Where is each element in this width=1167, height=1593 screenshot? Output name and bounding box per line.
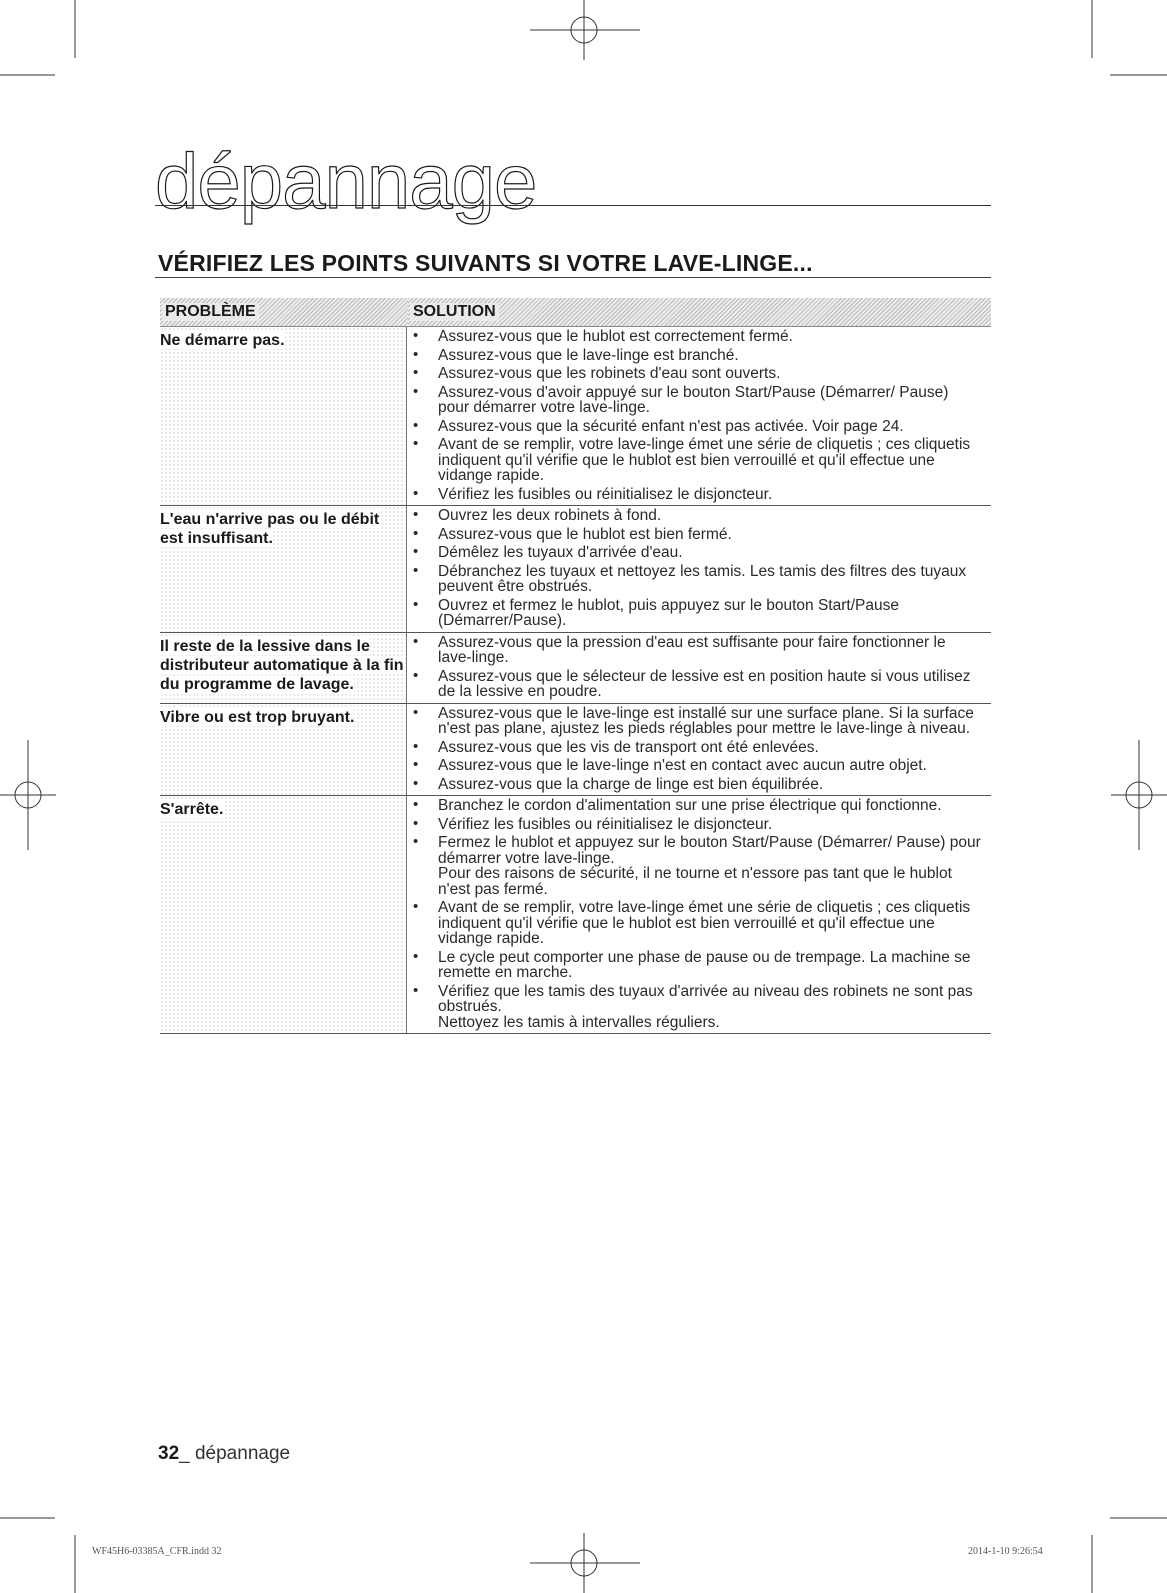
bullet-icon: • <box>413 561 419 579</box>
solution-text: Assurez-vous que le lave-linge est branché. <box>438 346 739 364</box>
solution-text: Ouvrez les deux robinets à fond. <box>438 507 662 524</box>
solution-list <box>413 798 981 1030</box>
solution-item <box>413 329 981 345</box>
solution-item <box>413 524 981 543</box>
bullet-icon: • <box>413 506 419 523</box>
page-footer-label: _ dépannage <box>179 1443 291 1464</box>
solution-text: Avant de se remplir, votre lave-linge émet une série de cliquetis ; ces cliquetis indiquent qu'il vérifie que le hublot est bien verrouillé et qu'il effectue une vidange rapide. <box>438 436 971 484</box>
solution-text: Ouvrez et fermez le hublot, puis appuyez sur le bouton Start/Pause (Démarrer/Pause). <box>438 596 899 629</box>
solution-text: Assurez-vous que le lave-linge n'est en contact avec aucun autre objet. <box>438 757 927 774</box>
solution-text: Le cycle peut comporter une phase de pause ou de trempage. La machine se remette en marche. <box>438 948 971 981</box>
solution-text: Vérifiez les fusibles ou réinitialisez le disjoncteur. <box>438 815 773 833</box>
bullet-icon: • <box>413 345 419 363</box>
solution-text: Débranchez les tuyaux et nettoyez les tamis. Les tamis des filtres des tuyaux peuvent être obstrués. <box>438 562 967 595</box>
solution-item <box>413 416 981 435</box>
table-row <box>160 704 991 797</box>
solution-note: Pour des raisons de sécurité, il ne tourne et n'essore pas tant que le hublot n'est pas fermé. <box>438 865 952 898</box>
problem-text: S'arrête. <box>160 801 224 818</box>
problem-text: Vibre ou est trop bruyant. <box>160 708 355 726</box>
solution-item <box>413 382 981 416</box>
solution-item <box>413 774 981 793</box>
solution-item <box>413 798 981 814</box>
solution-item <box>413 484 981 503</box>
solution-item <box>413 947 981 981</box>
bullet-icon: • <box>413 382 419 400</box>
bullet-icon: • <box>413 737 419 755</box>
solution-item <box>413 900 981 947</box>
bullet-icon: • <box>413 484 419 502</box>
solution-text: Démêlez les tuyaux d'arrivée d'eau. <box>438 544 683 561</box>
solution-text: Assurez-vous que les vis de transport ont été enlevées. <box>438 738 819 756</box>
header-solution <box>408 298 991 326</box>
solution-list <box>413 632 981 700</box>
solution-note: Nettoyez les tamis à intervalles réguliers. <box>438 1013 720 1031</box>
bullet-icon: • <box>413 947 419 965</box>
solution-text: Avant de se remplir, votre lave-linge émet une série de cliquetis ; ces cliquetis indiquent qu'il vérifie que le hublot est bien verrouillé et qu'il effectue une vidange rapide. <box>438 899 971 947</box>
solution-item <box>413 545 981 561</box>
solution-text: Assurez-vous que les robinets d'eau sont ouverts. <box>438 365 781 382</box>
solution-text: Vérifiez les fusibles ou réinitialisez le disjoncteur. <box>438 485 773 503</box>
solution-cell <box>406 506 991 632</box>
header-solution-label: SOLUTION <box>410 303 499 321</box>
solution-cell <box>406 704 991 796</box>
bullet-icon: • <box>413 796 419 813</box>
bullet-icon: • <box>413 632 419 650</box>
solution-text: Assurez-vous que le hublot est correctement fermé. <box>438 328 793 345</box>
header-problem-label: PROBLÈME <box>162 303 259 321</box>
bullet-icon: • <box>413 524 419 542</box>
solution-cell <box>406 327 991 505</box>
solution-text: Assurez-vous d'avoir appuyé sur le bouton Start/Pause (Démarrer/ Pause) pour démarrer votre lave-linge. <box>438 383 949 416</box>
problem-cell <box>160 633 406 703</box>
problem-text: L'eau n'arrive pas ou le débit est insuffisant. <box>160 511 380 547</box>
solution-text: Assurez-vous que la pression d'eau est suffisante pour faire fonctionner le lave-linge. <box>438 633 946 666</box>
solution-list <box>413 703 981 793</box>
title-rule <box>155 205 991 206</box>
table-row <box>160 796 991 1034</box>
solution-text: Assurez-vous que la sécurité enfant n'est pas activée. Voir page 24. <box>438 417 904 435</box>
print-date: 2014-1-10 9:26:54 <box>968 1546 1043 1557</box>
solution-item <box>413 366 981 382</box>
bullet-icon: • <box>413 703 419 721</box>
table-row <box>160 506 991 633</box>
solution-item <box>413 437 981 484</box>
solution-item <box>413 703 981 737</box>
solution-item <box>413 835 981 897</box>
section-rule <box>155 277 991 278</box>
table-header <box>160 298 991 327</box>
solution-item <box>413 508 981 524</box>
solution-item <box>413 666 981 700</box>
section-title: VÉRIFIEZ LES POINTS SUIVANTS SI VOTRE LAVE-LINGE... <box>158 250 813 276</box>
bullet-icon: • <box>413 435 419 452</box>
solution-cell <box>406 633 991 703</box>
table-row <box>160 633 991 704</box>
print-file-name: WF45H6-03385A_CFR.indd 32 <box>92 1546 222 1557</box>
bullet-icon: • <box>413 416 419 434</box>
chapter-title: dépannage <box>155 137 537 225</box>
solution-text: Vérifiez que les tamis des tuyaux d'arrivée au niveau des robinets ne sont pas obstrués. <box>438 982 973 1015</box>
solution-text: Assurez-vous que le lave-linge est installé sur une surface plane. Si la surface n'est pas plane, ajustez les pieds réglables pour mettre le lave-linge à niveau. <box>438 704 974 737</box>
bullet-icon: • <box>413 595 419 613</box>
problem-cell <box>160 506 406 632</box>
bullet-icon: • <box>413 833 419 850</box>
solution-item <box>413 737 981 756</box>
solution-list <box>413 508 981 629</box>
troubleshooting-table <box>160 298 991 1034</box>
header-problem <box>160 298 408 326</box>
problem-cell <box>160 327 406 505</box>
bullet-icon: • <box>413 898 419 915</box>
solution-item <box>413 981 981 1031</box>
solution-text: Assurez-vous que le sélecteur de lessive est en position haute si vous utilisez de la lessive en poudre. <box>438 667 971 700</box>
bullet-icon: • <box>413 981 419 999</box>
bullet-icon: • <box>413 364 419 381</box>
bullet-icon: • <box>413 774 419 792</box>
solution-item <box>413 814 981 833</box>
solution-text: Assurez-vous que la charge de linge est bien équilibrée. <box>438 775 824 793</box>
problem-cell <box>160 704 406 796</box>
page-number: 32 <box>158 1443 180 1464</box>
page-footer <box>158 1443 290 1465</box>
solution-item <box>413 345 981 364</box>
table-row <box>160 327 991 506</box>
solution-item <box>413 595 981 629</box>
solution-list <box>413 329 981 502</box>
table-body <box>160 327 991 1034</box>
solution-item <box>413 632 981 666</box>
solution-text: Assurez-vous que le hublot est bien fermé. <box>438 525 732 543</box>
problem-cell <box>160 796 406 1033</box>
bullet-icon: • <box>413 814 419 832</box>
bullet-icon: • <box>413 327 419 344</box>
solution-text: Branchez le cordon d'alimentation sur une prise électrique qui fonctionne. <box>438 797 942 814</box>
solution-item <box>413 561 981 595</box>
bullet-icon: • <box>413 666 419 684</box>
problem-text: Ne démarre pas. <box>160 332 285 349</box>
solution-text: Fermez le hublot et appuyez sur le bouton Start/Pause (Démarrer/ Pause) pour démarrer votre lave-linge. <box>438 834 981 867</box>
bullet-icon: • <box>413 543 419 560</box>
solution-item <box>413 758 981 774</box>
solution-cell <box>406 796 991 1033</box>
bullet-icon: • <box>413 756 419 773</box>
problem-text: Il reste de la lessive dans le distributeur automatique à la fin du programme de lavage. <box>160 637 404 693</box>
